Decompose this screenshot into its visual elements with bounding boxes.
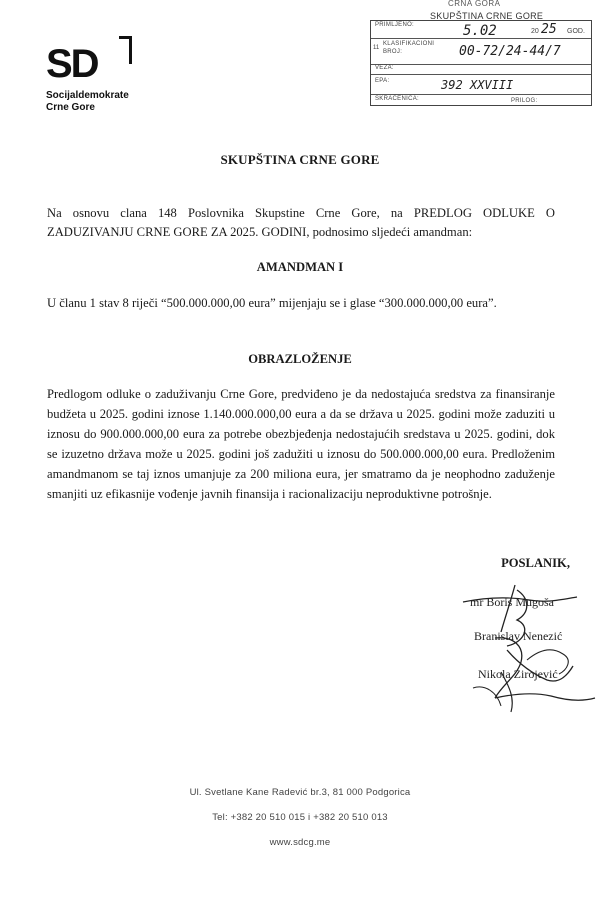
- stamp-row-link: [371, 65, 591, 75]
- stamp-institution: SKUPŠTINA CRNE GORE: [430, 11, 544, 21]
- footer-address: Ul. Svetlane Kane Radević br.3, 81 000 Podgorica: [189, 787, 411, 798]
- mp-name-1: mr Boris Mugoša: [470, 595, 554, 609]
- footer-website[interactable]: www.sdcg.me: [269, 837, 331, 848]
- logo-mark: [46, 30, 136, 90]
- stamp-short-label: SKRAĆENICA:: [375, 96, 419, 102]
- footer-phone: Tel: +382 20 510 015 i +382 20 510 013: [212, 812, 388, 823]
- intro-paragraph: Na osnovu clana 148 Poslovnika Skupstine Crne Gore, na PREDLOG ODLUKE O ZADUZIVANJU CRNE GORE ZA 2025. GODINI, podnosimo sljedeći amandman:: [47, 206, 555, 239]
- explanation-text: Predlogom odluke o zaduživanju Crne Gore, predviđeno je da nedostajuća sredstva za finansiranje budžeta u 2025. godini iznose 1.140.000.000,00 eura a da se država u 2025. godini može zaduziti u iznosu do 900.000.000,00 eura za potrebe obezbjeđenja nedostajućih sredstava u 2025. godini, dok se izuzetno država može u 2025. godini još zadužiti u iznosu do 500.000.000,00 eura. Predloženim amandmanom se taj iznos umanjuje za 200 miliona eura, jer smatramo da je neophodno zaduženje smanjiti uz efikasnije vođenje javnih finansija i racionalizaciju neproduktivne potrošnje.: [47, 387, 555, 501]
- stamp-year-suffix: GOD.: [567, 28, 585, 35]
- stamp-row-short: [371, 95, 591, 106]
- document-title: SKUPŠTINA CRNE GORE: [220, 152, 380, 167]
- stamp-year-prefix: 20: [531, 28, 539, 35]
- stamp-row-classification: [371, 39, 591, 65]
- stamp-epa-number: 392 XXVIII: [441, 78, 514, 92]
- registry-stamp: [370, 0, 592, 110]
- stamp-attachment-label: PRILOG:: [511, 98, 538, 104]
- logo-corner-icon: [119, 36, 132, 64]
- logo-name-line2: Crne Gore: [46, 102, 95, 113]
- logo-name-line1: Socijaldemokrate: [46, 90, 129, 101]
- stamp-received-label: PRIMLJENO:: [375, 22, 415, 28]
- stamp-class-number: 00-72/24-44/7: [459, 44, 561, 59]
- logo-mark-letters: SD: [46, 42, 98, 86]
- signatures-heading: POSLANIK,: [501, 556, 570, 570]
- stamp-class-prefix: 11: [373, 45, 380, 51]
- stamp-received-date: 5.02: [463, 23, 497, 39]
- mp-name-3: Nikola Zirojević: [478, 667, 558, 681]
- stamp-link-label: VEZA:: [375, 65, 394, 71]
- stamp-year-hand: 25: [541, 22, 557, 37]
- explanation-title: OBRAZLOŽENJE: [248, 352, 352, 366]
- stamp-row-epa: [371, 75, 591, 95]
- mp-name-2: Branislav Nenezić: [474, 629, 563, 643]
- stamp-class-label-1: KLASIFIKACIONI: [383, 41, 435, 47]
- party-logo: [46, 30, 156, 114]
- stamp-row-received: [371, 21, 591, 39]
- stamp-country: CRNA GORA: [448, 0, 501, 8]
- amendment-text: U članu 1 stav 8 riječi “500.000.000,00 eura” mijenjaju se i glase “300.000.000,00 eura”.: [47, 296, 497, 310]
- amendment-title: AMANDMAN I: [256, 260, 344, 274]
- stamp-epa-label: EPA:: [375, 78, 390, 84]
- stamp-box: [370, 20, 592, 106]
- stamp-class-label-2: BROJ:: [383, 49, 403, 55]
